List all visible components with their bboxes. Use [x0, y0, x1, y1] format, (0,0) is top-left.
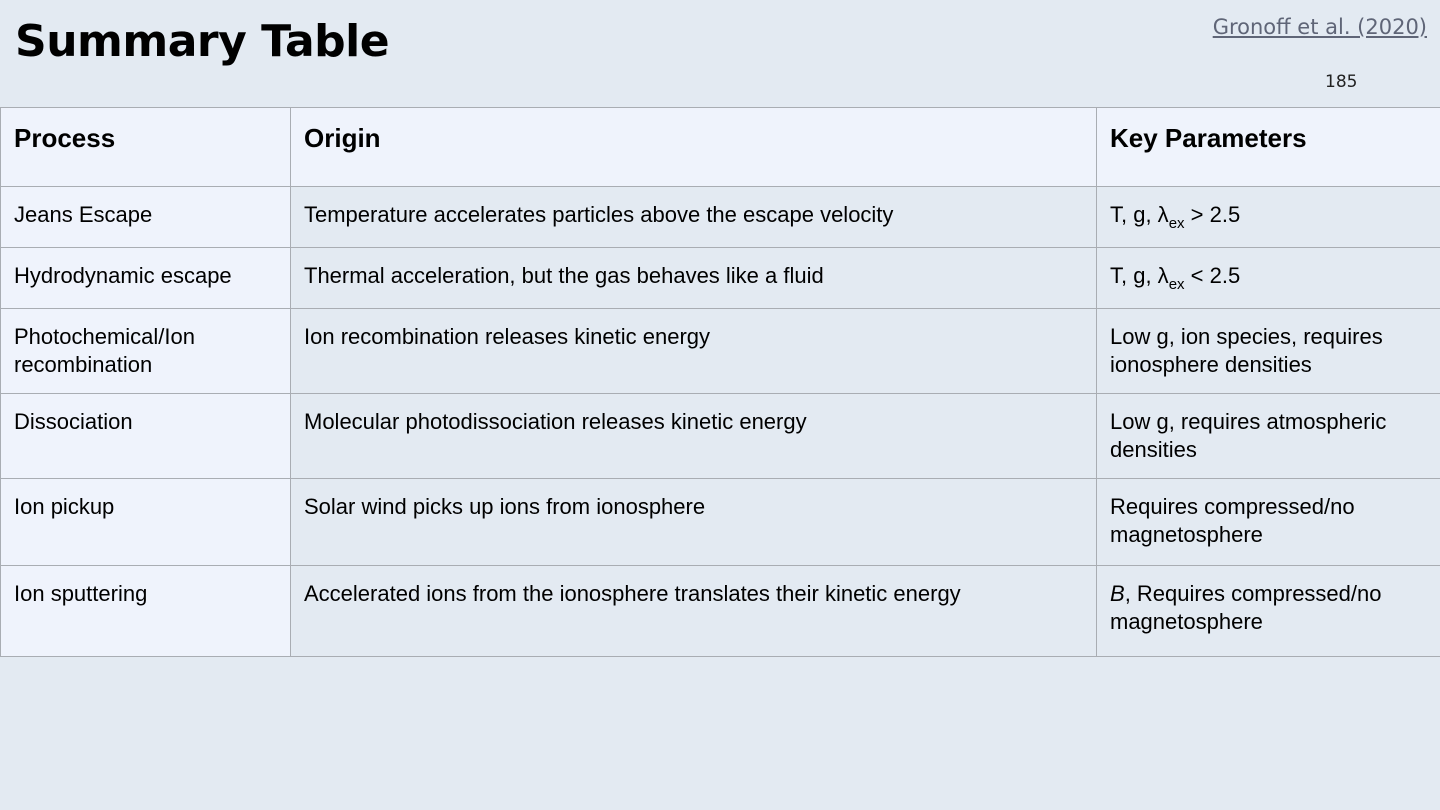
table-row — [1, 479, 1440, 566]
summary-table — [0, 107, 1440, 657]
header-origin: Origin — [291, 108, 1097, 187]
header-key-parameters: Key Parameters — [1097, 108, 1440, 187]
page-title: Summary Table — [15, 16, 390, 67]
params-suffix: > 2.5 — [1184, 202, 1241, 227]
cell-key-parameters: Low g, ion species, requires ionosphere densities — [1097, 309, 1440, 394]
params-prefix: T, g, λ — [1110, 202, 1169, 227]
cell-key-parameters — [1097, 566, 1440, 657]
cell-key-parameters — [1097, 187, 1440, 248]
cell-key-parameters: Low g, requires atmospheric densities — [1097, 394, 1440, 479]
cell-process: Photochemical/Ion recombination — [1, 309, 291, 394]
cell-origin: Temperature accelerates particles above the escape velocity — [291, 187, 1097, 248]
cell-process: Dissociation — [1, 394, 291, 479]
params-rest: , Requires compressed/no magnetosphere — [1110, 581, 1382, 634]
cell-process: Ion pickup — [1, 479, 291, 566]
page-number: 185 — [1325, 72, 1358, 92]
table-row — [1, 187, 1440, 248]
cell-origin: Thermal acceleration, but the gas behaves like a fluid — [291, 248, 1097, 309]
cell-origin: Accelerated ions from the ionosphere translates their kinetic energy — [291, 566, 1097, 657]
cell-process: Ion sputtering — [1, 566, 291, 657]
params-subscript: ex — [1168, 215, 1185, 232]
table-row — [1, 394, 1440, 479]
citation-link[interactable]: Gronoff et al. (2020) — [1212, 15, 1427, 39]
params-prefix: T, g, λ — [1110, 263, 1169, 288]
cell-origin: Ion recombination releases kinetic energy — [291, 309, 1097, 394]
cell-key-parameters: Requires compressed/no magnetosphere — [1097, 479, 1440, 566]
cell-process: Hydrodynamic escape — [1, 248, 291, 309]
table-row — [1, 248, 1440, 309]
table-row — [1, 309, 1440, 394]
header-process: Process — [1, 108, 291, 187]
cell-key-parameters — [1097, 248, 1440, 309]
params-italic: B — [1110, 581, 1125, 606]
cell-process: Jeans Escape — [1, 187, 291, 248]
params-subscript: ex — [1168, 276, 1185, 293]
table-row — [1, 566, 1440, 657]
table-header-row — [1, 108, 1440, 187]
cell-origin: Molecular photodissociation releases kinetic energy — [291, 394, 1097, 479]
cell-origin: Solar wind picks up ions from ionosphere — [291, 479, 1097, 566]
params-suffix: < 2.5 — [1184, 263, 1241, 288]
